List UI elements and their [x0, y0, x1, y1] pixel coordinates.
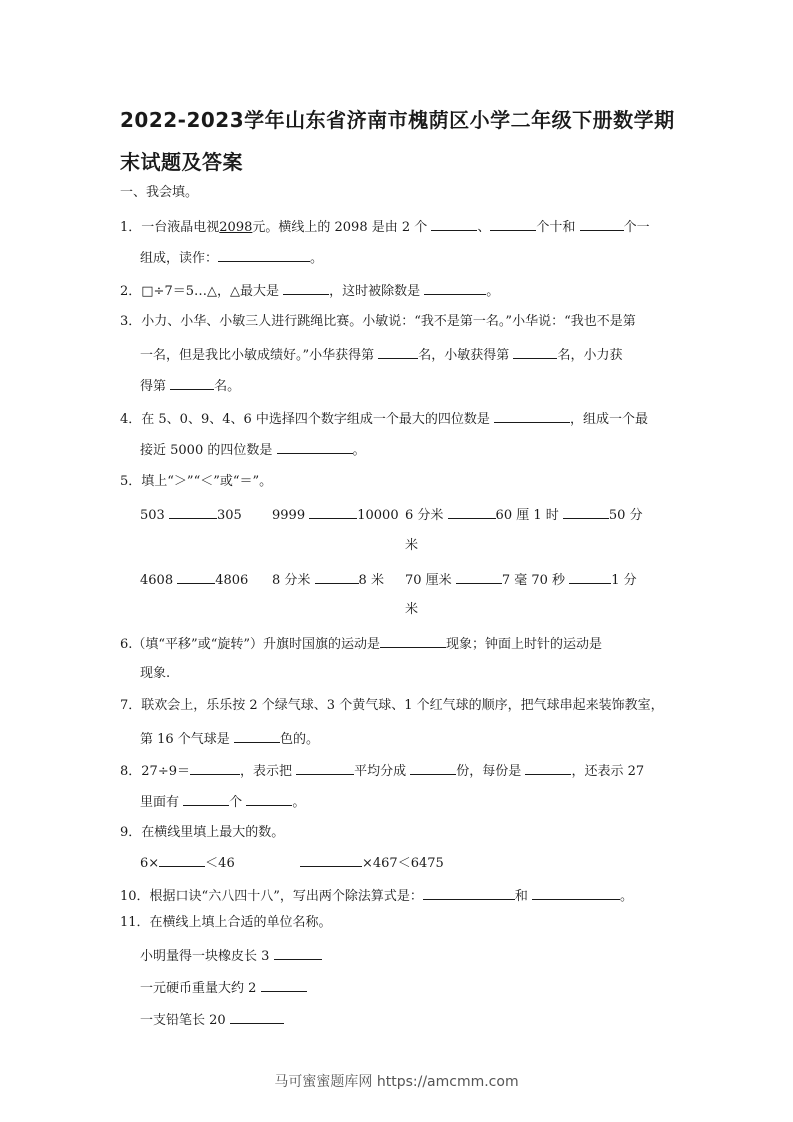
q11-text: 一元硬币重量大约 2: [140, 981, 257, 996]
answer-blank[interactable]: [423, 886, 515, 900]
compare-right: 7 毫 70 秒: [501, 573, 566, 588]
q3-text: 名，小敏获得第: [418, 348, 510, 363]
answer-blank[interactable]: [410, 761, 456, 775]
answer-blank[interactable]: [230, 1010, 284, 1024]
question-6-line-1: [120, 634, 602, 654]
q3-text: 名，小力获: [557, 348, 623, 363]
answer-blank[interactable]: [424, 281, 486, 295]
compare-right: 4806: [215, 573, 249, 588]
question-4-line-1: [120, 409, 648, 429]
q3-text: 得第: [140, 379, 167, 394]
answer-blank[interactable]: [494, 409, 570, 423]
compare-left: 8 分米: [272, 573, 311, 588]
q2-text: 2．□÷7＝5…△，△最大是: [120, 284, 279, 299]
answer-blank[interactable]: [246, 792, 292, 806]
q3-text: 一名，但是我比小敏成绩好。”小华获得第: [140, 348, 375, 363]
answer-blank[interactable]: [234, 729, 280, 743]
q8-text: 里面有: [140, 795, 180, 810]
question-1-line-1: [120, 217, 650, 237]
compare-item: [140, 505, 242, 525]
q1-text: 1．一台液晶电视: [120, 220, 220, 235]
question-10: [120, 886, 633, 906]
q1-text: 元。横线上的 2098 是由 2 个: [252, 220, 428, 235]
question-3-line-2: [140, 345, 622, 365]
answer-blank[interactable]: [532, 886, 620, 900]
q8-text: 平均分成: [354, 764, 407, 779]
q2-text: 。: [486, 284, 500, 299]
compare-right: 10000: [357, 508, 399, 523]
q1-text: 个一: [623, 220, 650, 235]
title-line-2: 末试题及答案: [120, 150, 243, 174]
question-9-item-1: [140, 853, 235, 873]
q6-text: 6.（填“平移”或“旋转”）升旗时国旗的运动是: [120, 637, 380, 652]
q11-text: 一支铅笔长 20: [140, 1013, 226, 1028]
answer-blank[interactable]: [580, 217, 624, 231]
q10-text: 。: [620, 889, 634, 904]
answer-blank[interactable]: [448, 505, 496, 519]
question-2: [120, 281, 499, 301]
q9-text: 6×: [140, 856, 160, 871]
answer-blank[interactable]: [190, 761, 240, 775]
answer-blank[interactable]: [159, 853, 205, 867]
q8-text: 份，每份是: [456, 764, 522, 779]
q1-text: 个十和: [536, 220, 576, 235]
question-11-title: 11．在横线上填上合适的单位名称。: [120, 915, 332, 930]
q6-text: 现象；钟面上时针的运动是: [446, 637, 603, 652]
compare-left: 6 分米: [405, 508, 444, 523]
answer-blank[interactable]: [300, 853, 362, 867]
q3-text: 名。: [214, 379, 241, 394]
question-8-line-1: [120, 761, 644, 781]
question-3-line-1: 3．小力、小华、小敏三人进行跳绳比赛。小敏说：“我不是第一名。”小华说：“我也不是第: [120, 314, 636, 329]
compare-right: 8 米: [358, 573, 384, 588]
compare-left: 503: [140, 508, 165, 523]
answer-blank[interactable]: [261, 978, 307, 992]
answer-blank[interactable]: [380, 634, 446, 648]
q10-text: 和: [514, 889, 528, 904]
title-line-1: 2022-2023学年山东省济南市槐荫区小学二年级下册数学期: [120, 108, 675, 132]
q9-text: ×467＜6475: [362, 856, 444, 871]
q4-text: 接近 5000 的四位数是: [140, 443, 273, 458]
answer-blank[interactable]: [183, 792, 229, 806]
q4-text: 4．在 5、0、9、4、6 中选择四个数字组成一个最大的四位数是: [120, 412, 490, 427]
q8-text: 。: [292, 795, 306, 810]
q1-text: 组成，读作：: [140, 251, 219, 266]
footer-watermark[interactable]: 马可蜜蜜题库网 https://amcmm.com: [274, 1074, 519, 1090]
section-heading: 一、我会填。: [120, 185, 199, 200]
answer-blank[interactable]: [378, 345, 418, 359]
answer-blank[interactable]: [177, 570, 215, 584]
question-8-line-2: [140, 792, 305, 812]
q1-text: 。: [310, 251, 324, 266]
question-7-line-1: 7．联欢会上，乐乐按 2 个绿气球、3 个黄气球、1 个红气球的顺序，把气球串起来装饰教室，: [120, 698, 664, 713]
answer-blank[interactable]: [525, 761, 571, 775]
compare-right: 60 厘 1 时: [495, 508, 559, 523]
q1-text: 、: [477, 220, 491, 235]
compare-left: 70 厘米: [405, 573, 452, 588]
question-4-line-2: [140, 440, 366, 460]
q8-text: 个: [229, 795, 243, 810]
q9-text: ＜46: [205, 856, 235, 871]
answer-blank[interactable]: [563, 505, 609, 519]
answer-blank[interactable]: [218, 248, 310, 262]
compare-item: [272, 505, 399, 525]
answer-blank[interactable]: [490, 217, 536, 231]
q4-text: ，组成一个最: [570, 412, 649, 427]
answer-blank[interactable]: [277, 440, 353, 454]
answer-blank[interactable]: [274, 946, 322, 960]
q1-underlined-value: 2098: [219, 220, 253, 235]
q8-text: ，表示把: [239, 764, 292, 779]
question-11-item-1: [140, 946, 322, 966]
answer-blank[interactable]: [513, 345, 557, 359]
q7-text: 第 16 个气球是: [140, 732, 230, 747]
answer-blank[interactable]: [456, 570, 502, 584]
question-9-item-2: [300, 853, 444, 873]
answer-blank[interactable]: [431, 217, 477, 231]
compare-right: 1 分: [611, 573, 637, 588]
compare-right: 305: [216, 508, 242, 523]
q7-text: 色的。: [279, 732, 319, 747]
compare-wrap: 米: [405, 602, 419, 617]
question-1-line-2: [140, 248, 323, 268]
answer-blank[interactable]: [283, 281, 329, 295]
answer-blank[interactable]: [315, 570, 359, 584]
q8-text: 8．27÷9＝: [120, 764, 190, 779]
answer-blank[interactable]: [309, 505, 357, 519]
answer-blank[interactable]: [170, 376, 214, 390]
q10-text: 10．根据口诀“六八四十八”，写出两个除法算式是：: [120, 889, 423, 904]
q11-text: 小明量得一块橡皮长 3: [140, 949, 270, 964]
compare-left: 4608: [140, 573, 174, 588]
q4-text: 。: [352, 443, 366, 458]
question-6-line-2: 现象.: [140, 666, 171, 681]
compare-left: 9999: [272, 508, 306, 523]
answer-blank[interactable]: [296, 761, 354, 775]
question-11-item-2: [140, 978, 307, 998]
answer-blank[interactable]: [169, 505, 217, 519]
question-9-title: 9．在横线里填上最大的数。: [120, 825, 285, 840]
question-5-title: 5．填上“＞”“＜”或“＝”。: [120, 474, 273, 489]
q2-text: ，这时被除数是: [329, 284, 421, 299]
answer-blank[interactable]: [569, 570, 611, 584]
compare-item: [140, 570, 248, 590]
compare-wrap: 米: [405, 538, 419, 553]
question-7-line-2: [140, 729, 319, 749]
compare-right: 50 分: [608, 508, 643, 523]
question-11-item-3: [140, 1010, 284, 1030]
compare-item: [272, 570, 384, 590]
compare-item: [405, 505, 643, 525]
compare-item: [405, 570, 637, 590]
question-3-line-3: [140, 376, 240, 396]
q8-text: ，还表示 27: [571, 764, 645, 779]
